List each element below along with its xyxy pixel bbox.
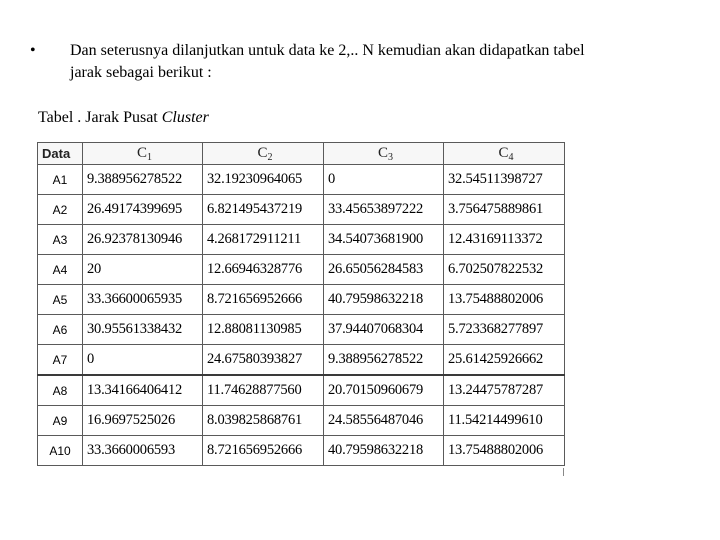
cell-c1: 26.49174399695	[83, 195, 203, 225]
row-label: A9	[38, 406, 83, 436]
cell-c2: 24.67580393827	[203, 345, 324, 376]
table-row	[38, 285, 565, 315]
header-c1-sub: 1	[147, 151, 152, 163]
cell-c3: 37.94407068304	[324, 315, 444, 345]
cell-c4: 32.54511398727	[444, 165, 565, 195]
table-row	[38, 195, 565, 225]
table-row	[38, 255, 565, 285]
header-c1-letter: C	[136, 144, 147, 161]
header-c3	[324, 143, 444, 165]
cell-c4: 11.54214499610	[444, 406, 565, 436]
header-c2-sub: 2	[267, 151, 273, 163]
bullet-text-line-1: Dan seterusnya dilanjutkan untuk data ke 2,.. N kemudian akan didapatkan tabel	[70, 42, 585, 59]
cell-c2: 12.88081130985	[203, 315, 324, 345]
header-c4	[444, 143, 565, 165]
cell-c4: 13.75488802006	[444, 436, 565, 466]
cell-c1: 30.95561338432	[83, 315, 203, 345]
cell-c2: 32.19230964065	[203, 165, 324, 195]
cell-c2: 4.268172911211	[203, 225, 324, 255]
bullet-paragraph	[28, 40, 688, 84]
cell-c1: 26.92378130946	[83, 225, 203, 255]
cell-c1: 33.36600065935	[83, 285, 203, 315]
table-row	[38, 436, 565, 466]
cell-c1: 9.388956278522	[83, 165, 203, 195]
cell-c4: 6.702507822532	[444, 255, 565, 285]
row-label: A1	[38, 165, 83, 195]
bullet-mark: •	[30, 42, 36, 59]
caption-prefix: Tabel . Jarak Pusat	[38, 109, 162, 126]
cell-c1: 20	[83, 255, 203, 285]
row-label: A10	[38, 436, 83, 466]
cell-c4: 3.756475889861	[444, 195, 565, 225]
cell-c1: 13.34166406412	[83, 375, 203, 406]
distance-table	[37, 142, 565, 466]
cell-c2: 8.721656952666	[203, 436, 324, 466]
table-header-row	[38, 143, 565, 165]
image-edge-mark	[563, 468, 564, 476]
cell-c3: 34.54073681900	[324, 225, 444, 255]
distance-table-region	[37, 142, 565, 470]
cell-c3: 24.58556487046	[324, 406, 444, 436]
row-label: A5	[38, 285, 83, 315]
cell-c3: 40.79598632218	[324, 285, 444, 315]
table-row	[38, 315, 565, 345]
table-row	[38, 225, 565, 255]
caption-italic: Cluster	[161, 109, 209, 126]
bullet-text	[70, 40, 688, 84]
table-row	[38, 375, 565, 406]
cell-c1: 0	[83, 345, 203, 376]
cell-c4: 13.75488802006	[444, 285, 565, 315]
table-row	[38, 165, 565, 195]
cell-c3: 40.79598632218	[324, 436, 444, 466]
cell-c2: 12.66946328776	[203, 255, 324, 285]
header-c1	[83, 143, 203, 165]
cell-c2: 8.039825868761	[203, 406, 324, 436]
cell-c1: 16.9697525026	[83, 406, 203, 436]
header-c3-letter: C	[377, 144, 388, 161]
row-label: A6	[38, 315, 83, 345]
cell-c4: 13.24475787287	[444, 375, 565, 406]
header-c2	[203, 143, 324, 165]
table-caption	[38, 107, 209, 129]
cell-c2: 8.721656952666	[203, 285, 324, 315]
row-label: A4	[38, 255, 83, 285]
header-c4-sub: 4	[508, 151, 514, 163]
cell-c2: 11.74628877560	[203, 375, 324, 406]
cell-c1: 33.3660006593	[83, 436, 203, 466]
cell-c3: 33.45653897222	[324, 195, 444, 225]
bullet-text-line-2: jarak sebagai berikut :	[70, 64, 212, 81]
row-label: A3	[38, 225, 83, 255]
header-data: Data	[38, 143, 83, 165]
table-row	[38, 345, 565, 376]
cell-c4: 5.723368277897	[444, 315, 565, 345]
cell-c3: 9.388956278522	[324, 345, 444, 376]
header-c4-letter: C	[498, 144, 509, 161]
cell-c3: 26.65056284583	[324, 255, 444, 285]
cell-c4: 12.43169113372	[444, 225, 565, 255]
header-c3-sub: 3	[388, 151, 393, 163]
header-c2-letter: C	[257, 144, 268, 161]
row-label: A2	[38, 195, 83, 225]
cell-c3: 20.70150960679	[324, 375, 444, 406]
cell-c4: 25.61425926662	[444, 345, 565, 376]
cell-c3: 0	[324, 165, 444, 195]
row-label: A8	[38, 375, 83, 406]
row-label: A7	[38, 345, 83, 376]
table-row	[38, 406, 565, 436]
cell-c2: 6.821495437219	[203, 195, 324, 225]
